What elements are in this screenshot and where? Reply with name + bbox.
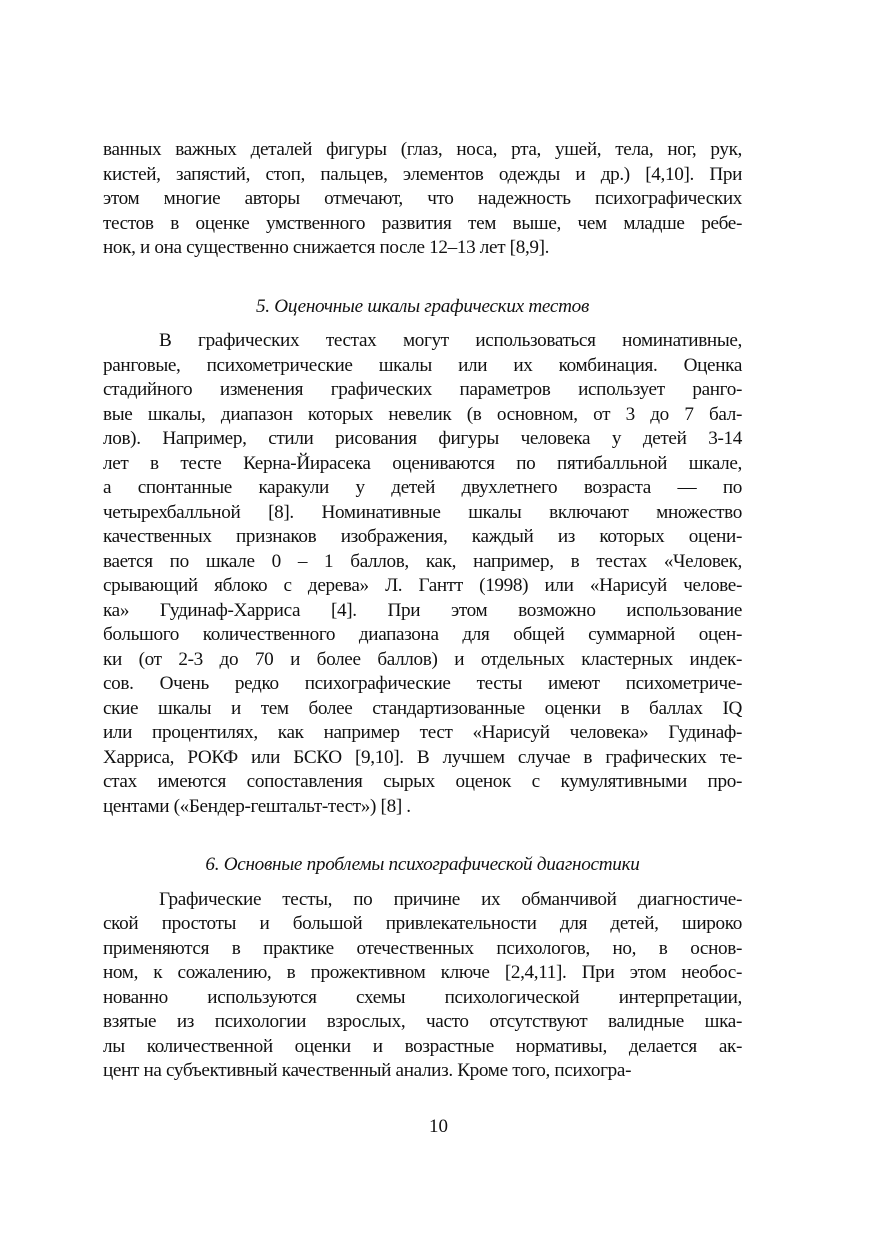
- text-line: а спонтанные каракули у детей двухлетнего возраста — по: [103, 477, 742, 498]
- section-5-heading: 5. Оценочные шкалы графических тестов: [256, 295, 589, 317]
- text-line: ранговые, психометрические шкалы или их комбинация. Оценка: [103, 354, 742, 376]
- text-line: нованно используются схемы психологической интерпретации,: [103, 986, 742, 1008]
- text-line: нок, и она существенно снижается после 12–13 лет [8,9].: [103, 237, 550, 258]
- text-line: лы количественной оценки и возрастные нормативы, делается ак-: [103, 1035, 742, 1057]
- text-line: ка» Гудинаф-Харриса [4]. При этом возможно использование: [103, 599, 742, 621]
- text-line: сов. Очень редко психографические тесты имеют психометриче-: [103, 673, 742, 694]
- text-line: стах имеются сопоставления сырых оценок с кумулятивными про-: [103, 771, 742, 792]
- text-line: лов). Например, стили рисования фигуры человека у детей 3-14: [103, 428, 742, 449]
- text-line: стадийного изменения графических параметров использует ранго-: [103, 379, 742, 400]
- text-line: лет в тесте Керна-Йирасека оцениваются по пятибалльной шкале,: [103, 452, 742, 474]
- text-line: вается по шкале 0 – 1 баллов, как, например, в тестах «Человек,: [103, 550, 742, 572]
- text-line: Графические тесты, по причине их обманчивой диагностиче-: [159, 888, 742, 910]
- text-line: четырехбалльной [8]. Номинативные шкалы включают множество: [103, 501, 742, 523]
- text-line: В графических тестах могут использоваться номинативные,: [159, 330, 742, 351]
- text-line: или процентилях, как например тест «Нарисуй человека» Гудинаф-: [103, 722, 742, 743]
- text-line: ном, к сожалению, в прожективном ключе [2,4,11]. При этом необос-: [103, 962, 742, 983]
- text-line: ки (от 2-3 до 70 и более баллов) и отдельных кластерных индек-: [103, 648, 742, 670]
- text-line: вые шкалы, диапазон которых невелик (в основном, от 3 до 7 бал-: [103, 403, 742, 425]
- spacer: [103, 878, 742, 888]
- text-line: кистей, запястий, стоп, пальцев, элементов одежды и др.) [4,10]. При: [103, 163, 742, 185]
- page-body: [103, 138, 742, 1084]
- section-6-heading: 6. Основные проблемы психографической диагностики: [205, 854, 640, 875]
- page-number: 10: [429, 1116, 448, 1137]
- text-line: центами («Бендер-гештальт-тест») [8] .: [103, 795, 411, 817]
- intro-paragraph: [103, 138, 742, 261]
- text-line: взятые из психологии взрослых, часто отсутствуют валидные шка-: [103, 1011, 742, 1032]
- spacer: [103, 319, 742, 329]
- text-line: этом многие авторы отмечают, что надежность психографических: [103, 188, 742, 209]
- text-line: срывающий яблоко с дерева» Л. Гантт (1998) или «Нарисуй челове-: [103, 575, 742, 596]
- text-line: ванных важных деталей фигуры (глаз, носа, рта, ушей, тела, ног, рук,: [103, 139, 742, 160]
- section-5-paragraph: [103, 329, 742, 819]
- section-6-paragraph: [103, 888, 742, 1084]
- text-line: ской простоты и большой привлекательности для детей, широко: [103, 913, 742, 934]
- spacer: [103, 261, 742, 295]
- text-line: тестов в оценке умственного развития тем выше, чем младше ребе-: [103, 212, 742, 234]
- spacer: [103, 819, 742, 853]
- text-line: применяются в практике отечественных психологов, но, в основ-: [103, 937, 742, 959]
- text-line: цент на субъективный качественный анализ. Кроме того, психогра-: [103, 1060, 632, 1081]
- text-line: качественных признаков изображения, каждый из которых оцени-: [103, 526, 742, 547]
- text-line: большого количественного диапазона для общей суммарной оцен-: [103, 624, 742, 645]
- text-line: Харриса, РОКФ или БСКО [9,10]. В лучшем случае в графических те-: [103, 746, 742, 768]
- text-line: ские шкалы и тем более стандартизованные оценки в баллах IQ: [103, 697, 742, 719]
